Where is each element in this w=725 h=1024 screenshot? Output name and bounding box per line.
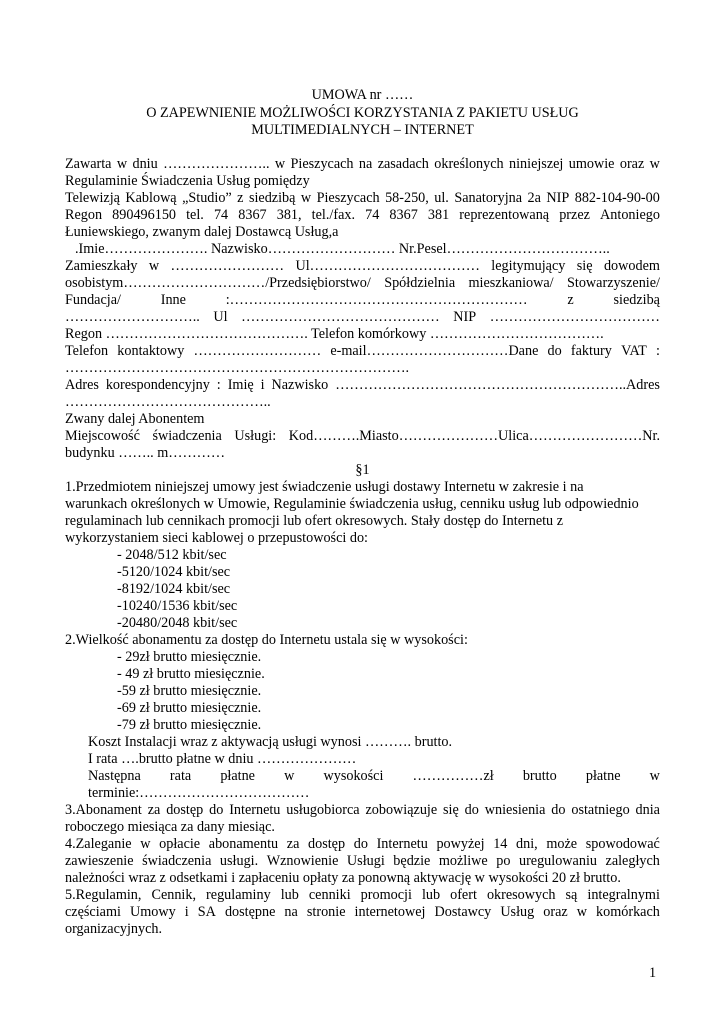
page-number: 1	[649, 965, 657, 981]
word: stronie	[306, 904, 346, 920]
word: Kod……….Miasto…………………Ulica……………………Nr.	[288, 428, 660, 444]
word: dniu	[132, 156, 158, 172]
word: są	[565, 887, 578, 903]
word: wysokości	[323, 768, 384, 784]
word: w	[140, 836, 151, 852]
intro-line: Regulaminie Świadczenia Usług pomiędzy	[65, 173, 310, 189]
speed-option: -8192/1024 kbit/sec	[117, 581, 231, 597]
word: 381	[427, 207, 450, 223]
word: tel.	[186, 207, 204, 223]
word: określonych	[434, 156, 504, 172]
installation-cost: Koszt Instalacji wraz z aktywacją usługi wynosi ………. brutto.	[88, 734, 453, 750]
word: wniesienia	[484, 802, 546, 818]
word: oraz	[619, 156, 645, 172]
price-option: - 29zł brutto miesięcznie.	[117, 649, 262, 665]
word: oraz	[543, 904, 568, 920]
intro-line: Łuniewskiego, zwanym dalej Dostawcą Usług,a	[65, 224, 339, 240]
intro-line	[65, 207, 660, 224]
word: :	[216, 377, 221, 393]
word: Usługi	[346, 853, 385, 869]
word: ostatniego	[571, 802, 630, 818]
form-line: Zwany dalej Abonentem	[65, 411, 205, 427]
word: Zawarta	[65, 156, 112, 172]
word: Pieszycach	[316, 190, 380, 206]
speed-option: -10240/1536 kbit/sec	[117, 598, 238, 614]
word: promocji	[360, 887, 412, 903]
word: 5.Regulamin,	[65, 887, 142, 903]
word: lub	[421, 887, 441, 903]
word: 381,	[276, 207, 302, 223]
form-line	[65, 258, 660, 275]
word: świadczenia	[152, 428, 222, 444]
word: na	[358, 156, 373, 172]
word: 882-104-90-00	[574, 190, 660, 206]
next-installment	[88, 768, 660, 785]
word: w	[576, 904, 587, 920]
word: możliwe	[438, 853, 488, 869]
price-option: -69 zł brutto miesięcznie.	[117, 700, 262, 716]
word: do	[547, 343, 562, 359]
word: opłacie	[159, 836, 201, 852]
word: Umowy	[129, 904, 176, 920]
word: Kablową	[125, 190, 177, 206]
installment-deadline: terminie:………………………………	[88, 785, 310, 801]
word: do	[551, 802, 566, 818]
word: Nazwisko	[271, 377, 329, 393]
word: „Studio”	[182, 190, 232, 206]
word: Usługi:	[234, 428, 277, 444]
word: 8367	[238, 207, 267, 223]
word: okresowych	[486, 887, 556, 903]
word: Imię	[227, 377, 254, 393]
word: Miejscowość	[65, 428, 140, 444]
price-option: -79 zł brutto miesięcznie.	[117, 717, 262, 733]
word: 4.Zaleganie	[65, 836, 132, 852]
word: tel./fax.	[311, 207, 356, 223]
word: faktury	[570, 343, 612, 359]
word: powyżej	[436, 836, 485, 852]
form-line	[65, 377, 660, 394]
word: cenniki	[308, 887, 351, 903]
word: 890496150	[112, 207, 176, 223]
word: w	[649, 768, 660, 784]
word: Telewizją	[65, 190, 120, 206]
word: do	[464, 802, 479, 818]
word: Ul………………………………	[295, 258, 480, 274]
word: Internetu	[229, 802, 281, 818]
form-line-regon: Regon ……………………………………. Telefon komórkowy ……………………………….	[65, 326, 604, 342]
word: zobowiązuje	[365, 802, 438, 818]
paragraph-line: organizacyjnych.	[65, 921, 163, 937]
word: w	[300, 190, 312, 206]
word: NIP	[546, 190, 570, 206]
word: abonamentu	[208, 836, 279, 852]
word: częściami	[65, 904, 121, 920]
form-line: ……………………………………..	[65, 394, 271, 410]
word: 74	[365, 207, 380, 223]
word: umowie	[568, 156, 615, 172]
paragraph-line	[65, 836, 660, 853]
speed-option: - 2048/512 kbit/sec	[117, 547, 227, 563]
word: i	[184, 904, 189, 920]
word: w	[274, 156, 286, 172]
word: się	[443, 802, 459, 818]
word: 58-250,	[385, 190, 429, 206]
paragraph-line: 2.Wielkość abonamentu za dostęp do Internetu ustala się w wysokości:	[65, 632, 468, 648]
word: w	[284, 768, 295, 784]
word: Pieszycach	[290, 156, 354, 172]
word: legitymujący	[491, 258, 566, 274]
word: w	[649, 156, 660, 172]
word: NIP	[453, 309, 477, 325]
word: SA	[197, 904, 216, 920]
word: Następna	[88, 768, 141, 784]
word: 3.Abonament	[65, 802, 142, 818]
word: Usług	[500, 904, 535, 920]
word: rata	[169, 768, 192, 784]
word: za	[147, 802, 161, 818]
word: Internetu	[376, 836, 428, 852]
word: Sanatoryjna	[454, 190, 523, 206]
word: zasadach	[377, 156, 429, 172]
word: osobistym…………………………/Przedsiębiorstwo/	[65, 275, 371, 291]
word: reprezentowaną	[459, 207, 550, 223]
paragraph-line: wykorzystaniem sieci kablowej o przepustowości do:	[65, 530, 368, 546]
word: VAT	[621, 343, 647, 359]
word: 74	[213, 207, 229, 223]
word: w	[148, 258, 160, 274]
word: Dostawcy	[434, 904, 492, 920]
form-line	[65, 343, 660, 360]
word: 2a	[527, 190, 541, 206]
section-title: §1	[355, 462, 370, 478]
first-installment: I rata ….brutto płatne w dniu …………………	[88, 751, 357, 767]
word: na	[284, 904, 298, 920]
word: i	[260, 377, 265, 393]
word: ofert	[450, 887, 477, 903]
word: internetowej	[354, 904, 426, 920]
paragraph-line	[65, 887, 660, 904]
form-line: budynku …….. m…………	[65, 445, 226, 461]
word: dostęp	[166, 802, 204, 818]
word: siedzibą	[248, 190, 296, 206]
word: Adres	[65, 377, 99, 393]
contract-title: O ZAPEWNIENIE MOŻLIWOŚCI KORZYSTANIA Z PAKIETU USŁUG	[146, 105, 579, 121]
word: korespondencyjny	[105, 377, 210, 393]
speed-option: -20480/2048 kbit/sec	[117, 615, 238, 631]
word: ul.	[434, 190, 449, 206]
word: spowodować	[585, 836, 660, 852]
word: Cennik,	[151, 887, 197, 903]
word: Wznowienie	[266, 853, 339, 869]
word: dostępne	[224, 904, 276, 920]
word: mieszkaniowa/	[468, 275, 554, 291]
word: regulaminy	[206, 887, 271, 903]
paragraph-line	[65, 904, 660, 921]
word: po	[496, 853, 511, 869]
word: z	[237, 190, 244, 206]
word: integralnymi	[587, 887, 660, 903]
paragraph-line: 1.Przedmiotem niniejszej umowy jest świadczenie usługi dostawy Internetu w zakresie i na	[65, 479, 584, 495]
word: Regon	[65, 207, 103, 223]
word: dnia	[635, 802, 660, 818]
word: komórkach	[596, 904, 660, 920]
word: usługi.	[219, 853, 259, 869]
form-line: ……………………………………………………………….	[65, 360, 410, 376]
word: z	[567, 292, 574, 308]
paragraph-line: należności wraz z odsetkami i zapłaceniu opłaty za ponowną aktywację w wysokości 20 zł brutto.	[65, 870, 621, 886]
word: :	[656, 343, 660, 359]
form-line	[65, 309, 660, 326]
word: dowodem	[603, 258, 660, 274]
paragraph-line: warunkach określonych w Umowie, Regulaminie świadczenia usług, cenniku usług lub odpowiednio	[65, 496, 639, 512]
word: Antoniego	[600, 207, 660, 223]
word: ……………………………………	[241, 309, 440, 325]
word: w	[116, 156, 128, 172]
word: zawieszenie	[65, 853, 134, 869]
paragraph-line: roboczego miesiąca za dany miesiąc.	[65, 819, 275, 835]
word: Zamieszkały	[65, 258, 138, 274]
price-option: -59 zł brutto miesięcznie.	[117, 683, 262, 699]
word: Stowarzyszenie/	[567, 275, 660, 291]
word: świadczenia	[142, 853, 212, 869]
word: Spółdzielnia	[384, 275, 456, 291]
word: 14	[493, 836, 508, 852]
word: siedzibą	[613, 292, 660, 308]
word: :………………………………………………………	[225, 292, 528, 308]
paragraph-line: regulaminach lub cennikach promocji lub ofert okresowych. Stały dostęp do Internetu z	[65, 513, 563, 529]
word: Fundacja/	[65, 292, 121, 308]
word: uregulowaniu	[518, 853, 597, 869]
word: do	[209, 802, 224, 818]
word: ………………………..	[65, 309, 200, 325]
form-line	[65, 275, 660, 292]
speed-option: -5120/1024 kbit/sec	[117, 564, 231, 580]
intro-line	[65, 190, 660, 207]
contract-number-heading: UMOWA nr ……	[311, 87, 414, 103]
contract-subtitle: MULTIMEDIALNYCH – INTERNET	[251, 122, 474, 138]
word: Inne	[160, 292, 186, 308]
word: dni,	[516, 836, 538, 852]
word: ……………zł	[412, 768, 494, 784]
word: lub	[280, 887, 299, 903]
word: będzie	[393, 853, 431, 869]
word: przez	[559, 207, 590, 223]
form-line	[65, 428, 660, 445]
word: 8367	[389, 207, 418, 223]
paragraph-line	[65, 853, 660, 870]
word: może	[546, 836, 578, 852]
word: płatne	[585, 768, 621, 784]
word: za	[286, 836, 300, 852]
word: Telefon	[65, 343, 109, 359]
price-option: - 49 zł brutto miesięcznie.	[117, 666, 265, 682]
word: ………………………………	[489, 309, 660, 325]
form-line	[65, 292, 660, 309]
word: Ul	[213, 309, 228, 325]
word: dostęp	[308, 836, 346, 852]
word: ………………………	[193, 343, 322, 359]
intro-line	[65, 156, 660, 173]
word: ……………………………………………………..Adres	[335, 377, 660, 393]
word: e-mail…………………………Dane	[330, 343, 539, 359]
word: kontaktowy	[117, 343, 185, 359]
word: niniejszej	[509, 156, 564, 172]
word: płatne	[220, 768, 255, 784]
word: do	[353, 836, 368, 852]
word: …………………..	[163, 156, 270, 172]
word: brutto	[522, 768, 557, 784]
word: zaległych	[605, 853, 660, 869]
word: ……………………	[170, 258, 285, 274]
word: usługobiorca	[286, 802, 360, 818]
paragraph-line	[65, 802, 660, 819]
form-line-name: .Imie…………………. Nazwisko……………………… Nr.Pesel……………………………..	[75, 241, 610, 257]
word: się	[576, 258, 593, 274]
